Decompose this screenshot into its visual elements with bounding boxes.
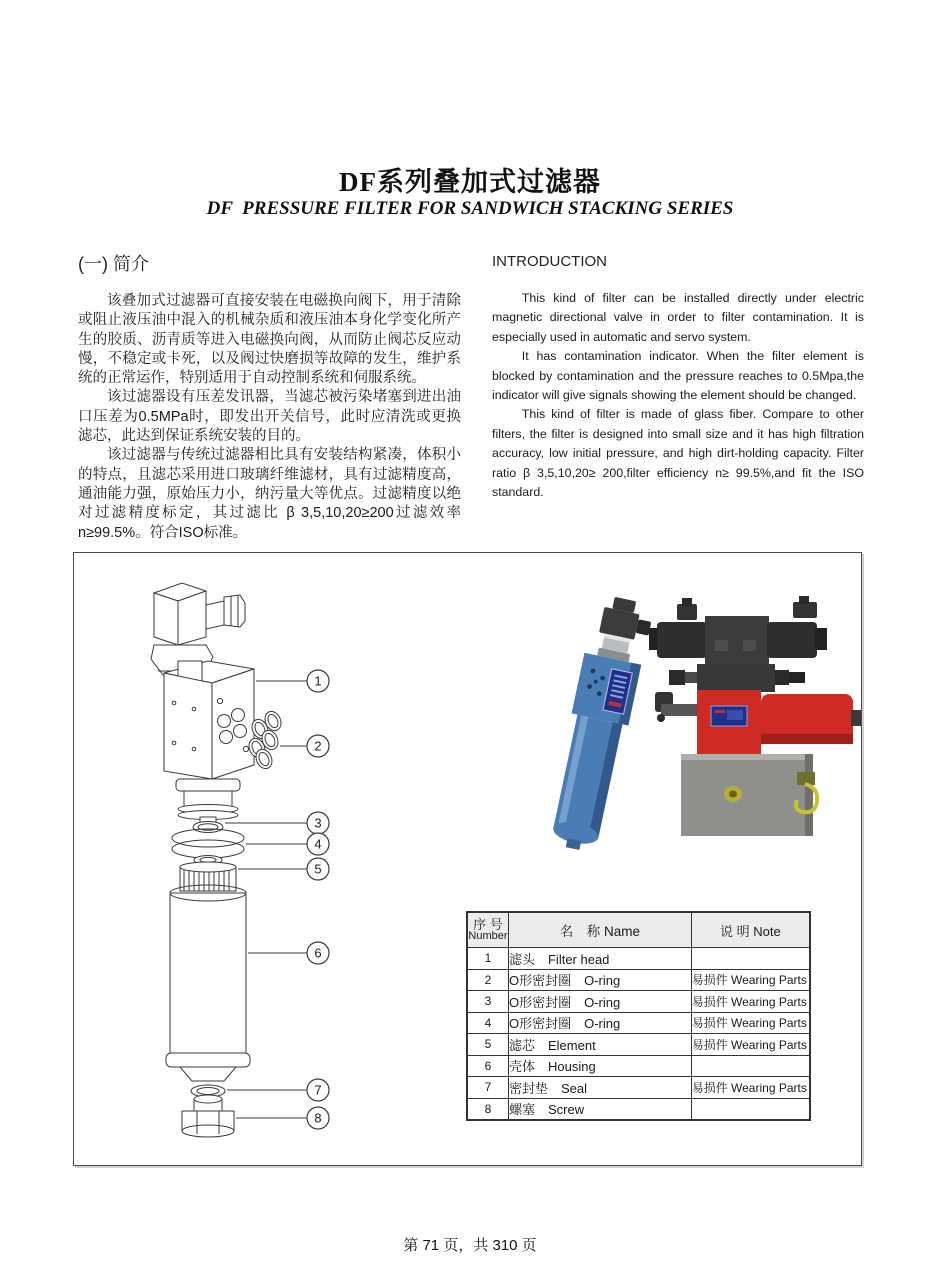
page-footer: 第 71 页，共 310 页 xyxy=(403,1237,537,1254)
intro-en-paragraph: It has contamination indicator. When the filter element is blocked by contamination and the pressure reaches to 0.5Mpa,the indicator will give signals showing the element should be changed. xyxy=(492,349,864,403)
cell-note: 易损件 Wearing Parts xyxy=(691,991,810,1013)
svg-text:5: 5 xyxy=(314,861,322,877)
intro-zh-paragraph: 该过滤器设有压差发讯器，当滤芯被污染堵塞到进出油口压差为0.5MPa时，即发出开关信号，此时应清洗或更换滤芯，此达到保证系统安装的目的。 xyxy=(78,389,461,445)
cell-name: 密封垫 Seal xyxy=(508,1077,691,1099)
cell-name: 螺塞 Screw xyxy=(508,1098,691,1120)
intro-en-heading: INTRODUCTION xyxy=(492,253,607,270)
cell-number: 5 xyxy=(467,1034,508,1056)
table-row xyxy=(467,948,810,970)
callout-6 xyxy=(307,942,329,964)
page-title: DF系列叠加式过滤器 xyxy=(339,167,601,197)
svg-text:3: 3 xyxy=(314,815,322,831)
callout-5 xyxy=(307,858,329,880)
cell-note: 易损件 Wearing Parts xyxy=(691,969,810,991)
cell-number: 1 xyxy=(467,948,508,970)
parts-table xyxy=(466,911,811,1121)
figure-box xyxy=(73,552,862,1166)
cell-name: O形密封圈 O-ring xyxy=(508,1012,691,1034)
cell-name: O形密封圈 O-ring xyxy=(508,991,691,1013)
cell-number: 8 xyxy=(467,1098,508,1120)
callout-7 xyxy=(307,1079,329,1101)
intro-en-paragraph: This kind of filter is made of glass fiber. Compare to other filters, the filter is designed into small size and it has high filtration accuracy, low initial pressure, and high dirt-holding capacity. Filter ratio β 3,5,10,20≥ 200,filter efficiency n≥ 99.5%,and fit the ISO standard. xyxy=(492,407,864,500)
parts-table-header-row xyxy=(467,912,810,948)
table-row xyxy=(467,1077,810,1099)
cell-number: 6 xyxy=(467,1055,508,1077)
callout-2 xyxy=(307,735,329,757)
filter-head-drawing xyxy=(164,661,254,779)
header-name: 名 称 Name xyxy=(508,912,691,948)
intro-en-paragraph: This kind of filter can be installed directly under electric magnetic directional valve in order to filter contamination. It is especially used in automatic and servo system. xyxy=(492,291,864,344)
cell-note: 易损件 Wearing Parts xyxy=(691,1034,810,1056)
intro-zh-paragraph: 该过滤器与传统过滤器相比具有安装结构紧凑，体积小的特点，且滤芯采用进口玻璃纤维滤材，具有过滤精度高，通油能力强，原始压力小，纳污量大等优点。过滤精度以绝对过滤精度标定，其过滤比 β 3,5,10,20≥200过滤效率n≥99.5%。符合ISO标准。 xyxy=(78,447,461,541)
cell-note xyxy=(691,1098,810,1120)
valve-assembly-photo xyxy=(649,596,861,836)
cell-note xyxy=(691,1055,810,1077)
cell-note: 易损件 Wearing Parts xyxy=(691,1077,810,1099)
seal-ring-3-drawing xyxy=(193,822,223,833)
callout-4 xyxy=(307,833,329,855)
cell-number: 3 xyxy=(467,991,508,1013)
callout-3 xyxy=(307,812,329,834)
table-row xyxy=(467,969,810,991)
screw-plug-drawing xyxy=(182,1095,234,1137)
callout-8 xyxy=(307,1107,329,1129)
page-subtitle: DF PRESSURE FILTER FOR SANDWICH STACKING SERIES xyxy=(206,198,734,219)
cell-number: 4 xyxy=(467,1012,508,1034)
svg-text:4: 4 xyxy=(314,836,322,852)
svg-text:8: 8 xyxy=(314,1110,322,1126)
header-number-en: Number xyxy=(468,930,508,942)
intro-zh-column xyxy=(78,250,461,543)
cell-note xyxy=(691,948,810,970)
seal-ring-4-drawing xyxy=(172,829,244,858)
svg-text:1: 1 xyxy=(314,673,322,689)
cell-number: 2 xyxy=(467,969,508,991)
table-row xyxy=(467,1034,810,1056)
cell-name: 滤头 Filter head xyxy=(508,948,691,970)
head-collar-drawing xyxy=(176,779,240,824)
cell-name: 壳体 Housing xyxy=(508,1055,691,1077)
exploded-view-diagram xyxy=(74,553,494,1165)
svg-text:7: 7 xyxy=(314,1082,322,1098)
table-row xyxy=(467,991,810,1013)
cell-name: 滤芯 Element xyxy=(508,1034,691,1056)
svg-text:6: 6 xyxy=(314,945,322,961)
cell-note: 易损件 Wearing Parts xyxy=(691,1012,810,1034)
housing-drawing xyxy=(166,885,250,1081)
intro-zh-heading: (一) 简介 xyxy=(78,254,149,274)
header-number xyxy=(467,912,508,948)
intro-en-column xyxy=(492,253,864,502)
header-number-zh: 序 号 xyxy=(473,917,503,932)
intro-zh-paragraph: 该叠加式过滤器可直接安装在电磁换向阀下，用于清除或阻止液压油中混入的机械杂质和液压油本身化学变化所产生的胶质、沥青质等进入电磁换向阀，从而防止阀芯反应动慢，不稳定或卡死，以及阀过快磨损等故障的发生，维护系统的正常运作，特别适用于自动控制系统和伺服系统。 xyxy=(78,293,461,387)
blue-filter-photo xyxy=(544,593,655,855)
product-photo xyxy=(501,588,861,878)
svg-text:2: 2 xyxy=(314,738,322,754)
table-row xyxy=(467,1098,810,1120)
cell-name: O形密封圈 O-ring xyxy=(508,969,691,991)
cell-number: 7 xyxy=(467,1077,508,1099)
header-note: 说 明 Note xyxy=(691,912,810,948)
table-row xyxy=(467,1012,810,1034)
callout-1 xyxy=(307,670,329,692)
table-row xyxy=(467,1055,810,1077)
